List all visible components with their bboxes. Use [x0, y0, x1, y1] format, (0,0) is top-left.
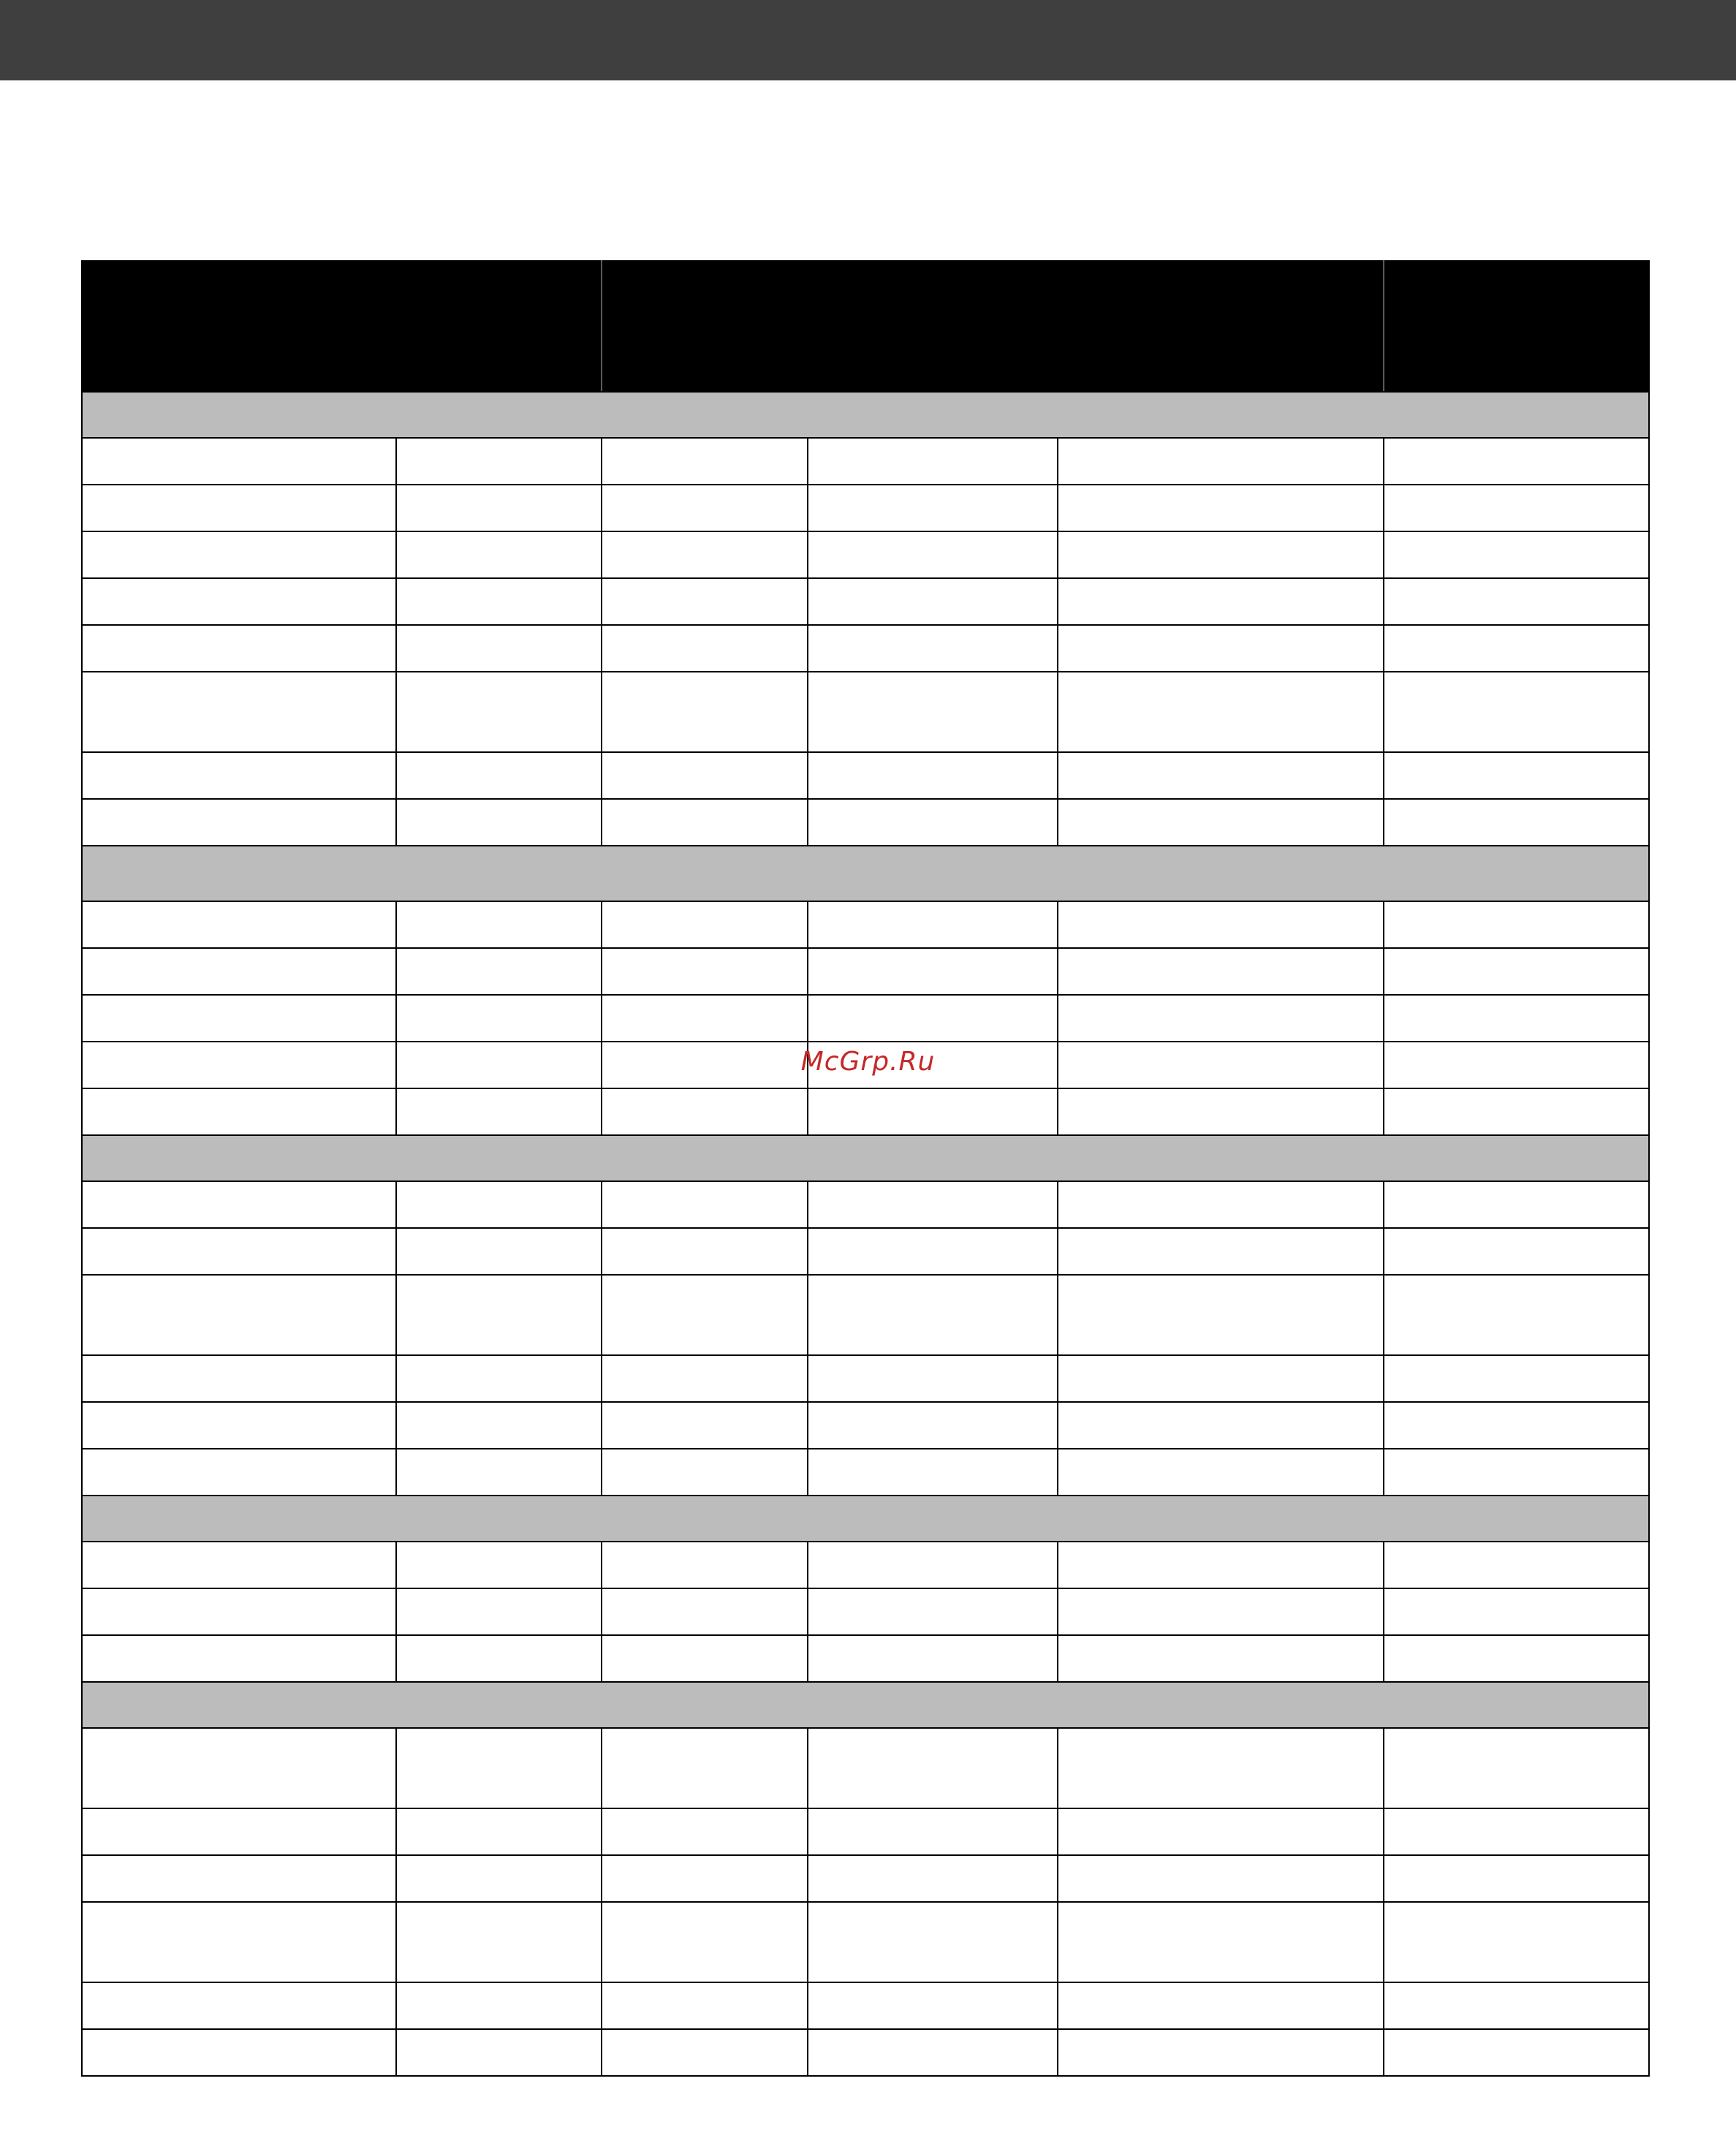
table-cell: [1058, 1902, 1384, 1982]
table-cell: [602, 1402, 808, 1449]
table-cell: [1384, 625, 1649, 672]
table-cell: [396, 1181, 602, 1228]
table-cell: [82, 672, 396, 752]
table-body: [82, 392, 1649, 2076]
table-cell: [1384, 1355, 1649, 1402]
table-cell: [396, 672, 602, 752]
table-cell: [602, 438, 808, 485]
table-row: [82, 948, 1649, 995]
table-row: [82, 1902, 1649, 1982]
table-row: [82, 1402, 1649, 1449]
table-row: [82, 1542, 1649, 1588]
table-cell: [1384, 799, 1649, 846]
table-cell: [1058, 1728, 1384, 1808]
table-cell: [808, 578, 1058, 625]
table-cell: [396, 948, 602, 995]
table-cell: [808, 799, 1058, 846]
section-header-cell: [82, 1682, 1649, 1728]
section-header-row: [82, 1135, 1649, 1181]
table-cell: [1384, 1228, 1649, 1275]
table-cell: [602, 625, 808, 672]
table-cell: [602, 1228, 808, 1275]
table-cell: [1384, 901, 1649, 948]
table-cell: [1384, 2029, 1649, 2076]
table-cell: [1058, 485, 1384, 531]
table-cell: [1058, 531, 1384, 578]
table-cell: [396, 1449, 602, 1496]
table-cell: [602, 2029, 808, 2076]
table-cell: [396, 752, 602, 799]
table-cell: [1384, 1275, 1649, 1355]
table-cell: [396, 1855, 602, 1902]
table-cell: [1058, 578, 1384, 625]
table-cell: [1384, 578, 1649, 625]
table-cell: [1384, 1728, 1649, 1808]
table-cell: [1384, 1088, 1649, 1135]
table-cell: [82, 752, 396, 799]
table-row: [82, 1728, 1649, 1808]
table-cell: [396, 799, 602, 846]
header-cell-2: [602, 261, 1384, 392]
table-cell: [808, 1449, 1058, 1496]
table-cell: [396, 1228, 602, 1275]
table-cell: [82, 799, 396, 846]
table-cell: [396, 1728, 602, 1808]
table-row: [82, 625, 1649, 672]
section-header-row: [82, 392, 1649, 438]
table-cell: [396, 1588, 602, 1635]
table-cell: [808, 485, 1058, 531]
table-cell: [808, 1728, 1058, 1808]
table-cell: [808, 752, 1058, 799]
table-cell: [396, 578, 602, 625]
table-cell: [1384, 752, 1649, 799]
table-cell: [602, 1635, 808, 1682]
spec-table: [81, 260, 1650, 2077]
table-row: [82, 1088, 1649, 1135]
table-cell: [1384, 438, 1649, 485]
table-cell: [808, 948, 1058, 995]
table-cell: [82, 1542, 396, 1588]
table-cell: [1058, 625, 1384, 672]
table-cell: [1384, 672, 1649, 752]
table-cell: [1384, 531, 1649, 578]
table-row: [82, 799, 1649, 846]
table-cell: [1384, 1402, 1649, 1449]
table-cell: [396, 1355, 602, 1402]
table-cell: [396, 1982, 602, 2029]
table-cell: [82, 625, 396, 672]
table-cell: [1058, 901, 1384, 948]
table-cell: [1384, 1982, 1649, 2029]
table-row: [82, 1982, 1649, 2029]
table-cell: [602, 1355, 808, 1402]
table-cell: [808, 1635, 1058, 1682]
table-cell: [396, 485, 602, 531]
table-cell: [396, 1542, 602, 1588]
table-cell: [808, 901, 1058, 948]
table-cell: [602, 485, 808, 531]
table-cell: [1058, 1228, 1384, 1275]
table-cell: [808, 1355, 1058, 1402]
table-cell: [1384, 995, 1649, 1042]
table-cell: [1058, 672, 1384, 752]
table-cell: [82, 948, 396, 995]
header-cell-1: [82, 261, 602, 392]
table-cell: [82, 1088, 396, 1135]
table-cell: [602, 1449, 808, 1496]
table-cell: [808, 531, 1058, 578]
table-cell: [82, 1808, 396, 1855]
table-cell: [82, 531, 396, 578]
table-cell: [82, 1588, 396, 1635]
table-cell: [808, 1181, 1058, 1228]
table-cell: [602, 1588, 808, 1635]
table-cell: [396, 901, 602, 948]
table-cell: [602, 1275, 808, 1355]
table-cell: [808, 1275, 1058, 1355]
table-cell: [1058, 995, 1384, 1042]
spec-table-container: [81, 260, 1648, 2077]
table-cell: [396, 1088, 602, 1135]
table-cell: [602, 1181, 808, 1228]
table-cell: [1384, 1635, 1649, 1682]
table-cell: [1384, 1181, 1649, 1228]
table-cell: [808, 995, 1058, 1042]
table-cell: [82, 578, 396, 625]
table-cell: [396, 438, 602, 485]
table-cell: [396, 1275, 602, 1355]
table-row: [82, 1635, 1649, 1682]
table-row: [82, 578, 1649, 625]
table-cell: [602, 995, 808, 1042]
table-row: [82, 1855, 1649, 1902]
table-cell: [602, 1808, 808, 1855]
table-cell: [602, 1982, 808, 2029]
table-row: [82, 1588, 1649, 1635]
header-cell-3: [1384, 261, 1649, 392]
table-cell: [808, 1982, 1058, 2029]
table-cell: [1058, 1355, 1384, 1402]
table-row: [82, 531, 1649, 578]
table-cell: [1058, 1275, 1384, 1355]
table-row: [82, 1449, 1649, 1496]
section-header-row: [82, 846, 1649, 901]
table-row: [82, 485, 1649, 531]
table-cell: [82, 1402, 396, 1449]
table-cell: [1058, 1635, 1384, 1682]
table-cell: [82, 995, 396, 1042]
table-row: [82, 1228, 1649, 1275]
table-cell: [82, 438, 396, 485]
table-cell: [82, 1275, 396, 1355]
table-cell: [1058, 2029, 1384, 2076]
table-cell: [1058, 752, 1384, 799]
table-cell: [396, 1635, 602, 1682]
table-cell: [1384, 1588, 1649, 1635]
table-cell: [602, 672, 808, 752]
table-cell: [1058, 1402, 1384, 1449]
table-cell: [1384, 485, 1649, 531]
table-cell: [1058, 799, 1384, 846]
table-cell: [1384, 1902, 1649, 1982]
table-cell: [1384, 1808, 1649, 1855]
table-cell: [808, 672, 1058, 752]
table-header-row: [82, 261, 1649, 392]
table-cell: [602, 752, 808, 799]
table-cell: [1384, 1449, 1649, 1496]
table-cell: [808, 1902, 1058, 1982]
table-cell: [602, 1902, 808, 1982]
table-cell: [602, 1088, 808, 1135]
table-row: [82, 672, 1649, 752]
table-row: [82, 1181, 1649, 1228]
table-cell: [1384, 1855, 1649, 1902]
table-cell: [1384, 1542, 1649, 1588]
table-row: [82, 2029, 1649, 2076]
table-cell: [602, 531, 808, 578]
table-cell: [1058, 438, 1384, 485]
table-cell: [602, 1728, 808, 1808]
table-cell: [808, 438, 1058, 485]
table-cell: [396, 1902, 602, 1982]
table-cell: [808, 1808, 1058, 1855]
table-cell: [1384, 948, 1649, 995]
table-cell: [808, 1855, 1058, 1902]
table-cell: [1058, 948, 1384, 995]
table-cell: [602, 901, 808, 948]
table-row: [82, 901, 1649, 948]
table-cell: [1058, 1855, 1384, 1902]
table-row: [82, 1808, 1649, 1855]
table-row: [82, 438, 1649, 485]
table-cell: [1058, 1982, 1384, 2029]
watermark-text: McGrp.Ru: [800, 1047, 936, 1077]
table-cell: [82, 1181, 396, 1228]
section-header-row: [82, 1682, 1649, 1728]
table-row: [82, 1275, 1649, 1355]
table-cell: [602, 1855, 808, 1902]
table-cell: [82, 1902, 396, 1982]
table-cell: [82, 485, 396, 531]
table-cell: [396, 531, 602, 578]
table-cell: [82, 1982, 396, 2029]
section-header-cell: [82, 1496, 1649, 1542]
table-cell: [602, 948, 808, 995]
table-cell: [1058, 1808, 1384, 1855]
table-cell: [1058, 1542, 1384, 1588]
table-cell: [82, 1635, 396, 1682]
table-cell: [1058, 1181, 1384, 1228]
table-cell: [602, 1542, 808, 1588]
table-cell: [808, 2029, 1058, 2076]
table-row: [82, 752, 1649, 799]
table-row: [82, 1355, 1649, 1402]
table-cell: [602, 799, 808, 846]
section-header-cell: [82, 1135, 1649, 1181]
table-cell: [1058, 1449, 1384, 1496]
table-cell: [82, 1728, 396, 1808]
table-cell: [602, 578, 808, 625]
table-cell: [82, 1855, 396, 1902]
section-header-cell: [82, 392, 1649, 438]
table-cell: [82, 1449, 396, 1496]
table-cell: [396, 1808, 602, 1855]
table-cell: [396, 2029, 602, 2076]
table-cell: [82, 2029, 396, 2076]
table-cell: [1058, 1588, 1384, 1635]
table-cell: [82, 901, 396, 948]
table-cell: [808, 1402, 1058, 1449]
table-cell: [396, 1402, 602, 1449]
table-cell: [808, 1088, 1058, 1135]
top-header-bar: [0, 0, 1736, 80]
table-cell: [396, 995, 602, 1042]
table-row: [82, 995, 1649, 1042]
table-cell: [808, 1542, 1058, 1588]
table-cell: [82, 1228, 396, 1275]
table-cell: [808, 1588, 1058, 1635]
table-cell: [396, 625, 602, 672]
table-cell: [82, 1355, 396, 1402]
section-header-cell: [82, 846, 1649, 901]
section-header-row: [82, 1496, 1649, 1542]
table-cell: [808, 1228, 1058, 1275]
table-cell: [1058, 1088, 1384, 1135]
table-cell: [808, 625, 1058, 672]
